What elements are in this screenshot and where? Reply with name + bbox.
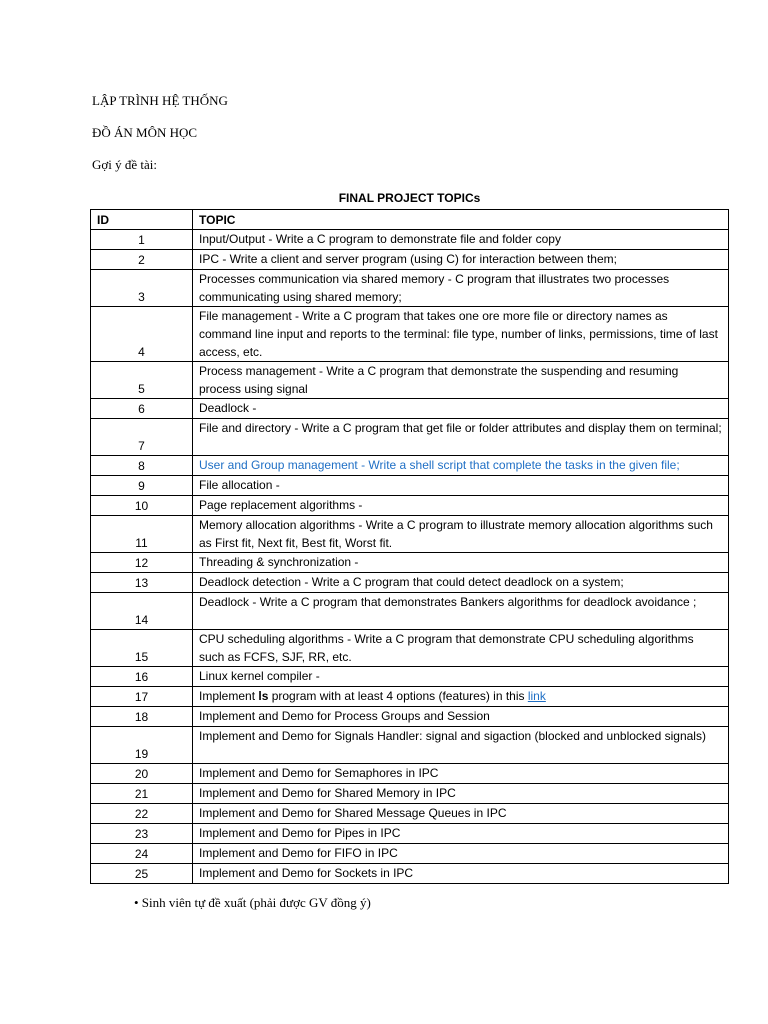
row-id: 6 [91, 399, 193, 419]
table-row [91, 516, 729, 553]
row-topic: Implement and Demo for Process Groups and Session [193, 707, 729, 727]
row-id: 4 [91, 307, 193, 362]
table-row [91, 707, 729, 727]
row-topic-suffix: program with at least 4 options (features) in this [268, 689, 528, 703]
row-id: 7 [91, 419, 193, 456]
row-id: 8 [91, 456, 193, 476]
row-topic: Implement and Demo for Shared Message Queues in IPC [193, 804, 729, 824]
table-row [91, 630, 729, 667]
row-id: 17 [91, 687, 193, 707]
footer-bullet-note: • Sinh viên tự đề xuất (phải được GV đồng ý) [134, 895, 371, 910]
row-topic-bold: ls [258, 689, 269, 703]
row-topic: CPU scheduling algorithms - Write a C program that demonstrate CPU scheduling algorithms such as FCFS, SJF, RR, etc. [193, 630, 729, 667]
row-id: 5 [91, 362, 193, 399]
table-row [91, 667, 729, 687]
row-id: 21 [91, 784, 193, 804]
table-row [91, 824, 729, 844]
row-id: 9 [91, 476, 193, 496]
ls-spec-link[interactable]: link [527, 689, 546, 703]
table-row [91, 362, 729, 399]
table-header-row [91, 210, 729, 230]
row-id: 22 [91, 804, 193, 824]
row-topic: Implement and Demo for Shared Memory in IPC [193, 784, 729, 804]
table-row [91, 250, 729, 270]
document-heading-project: ĐỒ ÁN MÔN HỌC [92, 125, 198, 140]
row-topic: IPC - Write a client and server program (using C) for interaction between them; [193, 250, 729, 270]
table-row [91, 399, 729, 419]
row-topic: File allocation - [193, 476, 729, 496]
row-topic: Implement and Demo for FIFO in IPC [193, 844, 729, 864]
row-topic: Threading & synchronization - [193, 553, 729, 573]
table-row [91, 593, 729, 630]
document-heading-course: LẬP TRÌNH HỆ THỐNG [92, 93, 228, 108]
table-row [91, 864, 729, 884]
row-topic: Implement and Demo for Sockets in IPC [193, 864, 729, 884]
row-topic: Process management - Write a C program that demonstrate the suspending and resuming process using signal [193, 362, 729, 399]
row-topic: File management - Write a C program that takes one ore more file or directory names as command line input and reports to the terminal: file type, number of links, permissions, time of last access, etc. [193, 307, 729, 362]
row-topic: Implement and Demo for Pipes in IPC [193, 824, 729, 844]
row-id: 23 [91, 824, 193, 844]
row-topic: Linux kernel compiler - [193, 667, 729, 687]
row-id: 25 [91, 864, 193, 884]
table-row [91, 419, 729, 456]
row-topic: User and Group management - Write a shell script that complete the tasks in the given file; [193, 456, 729, 476]
table-row [91, 784, 729, 804]
row-topic: Implement and Demo for Signals Handler: signal and sigaction (blocked and unblocked signals) [193, 727, 729, 764]
table-row [91, 496, 729, 516]
table-row [91, 307, 729, 362]
row-topic [193, 687, 729, 707]
row-id: 2 [91, 250, 193, 270]
row-topic: Deadlock detection - Write a C program that could detect deadlock on a system; [193, 573, 729, 593]
row-topic: Implement and Demo for Semaphores in IPC [193, 764, 729, 784]
table-row [91, 553, 729, 573]
row-id: 1 [91, 230, 193, 250]
row-topic: File and directory - Write a C program that get file or folder attributes and display them on terminal; [193, 419, 729, 456]
row-topic: Processes communication via shared memory - C program that illustrates two processes communicating using shared memory; [193, 270, 729, 307]
row-topic-prefix: Implement [199, 689, 259, 703]
row-id: 19 [91, 727, 193, 764]
table-row [91, 844, 729, 864]
row-id: 16 [91, 667, 193, 687]
row-id: 13 [91, 573, 193, 593]
column-header-topic: TOPIC [193, 210, 729, 230]
row-id: 11 [91, 516, 193, 553]
topics-table [90, 209, 729, 884]
row-topic: Deadlock - Write a C program that demonstrates Bankers algorithms for deadlock avoidance ; [193, 593, 729, 630]
column-header-id: ID [91, 210, 193, 230]
table-row [91, 476, 729, 496]
row-id: 3 [91, 270, 193, 307]
row-id: 10 [91, 496, 193, 516]
table-row [91, 687, 729, 707]
table-title: FINAL PROJECT TOPICs [338, 191, 481, 205]
row-id: 15 [91, 630, 193, 667]
row-id: 18 [91, 707, 193, 727]
table-row [91, 230, 729, 250]
row-id: 20 [91, 764, 193, 784]
table-row [91, 764, 729, 784]
document-heading-suggestions: Gợi ý đề tài: [92, 157, 157, 172]
table-row [91, 727, 729, 764]
table-row [91, 573, 729, 593]
table-row [91, 270, 729, 307]
row-id: 12 [91, 553, 193, 573]
table-row [91, 804, 729, 824]
row-topic: Input/Output - Write a C program to demonstrate file and folder copy [193, 230, 729, 250]
row-id: 24 [91, 844, 193, 864]
row-topic: Page replacement algorithms - [193, 496, 729, 516]
row-id: 14 [91, 593, 193, 630]
row-topic: Memory allocation algorithms - Write a C program to illustrate memory allocation algorithms such as First fit, Next fit, Best fit, Worst fit. [193, 516, 729, 553]
row-topic: Deadlock - [193, 399, 729, 419]
table-row [91, 456, 729, 476]
